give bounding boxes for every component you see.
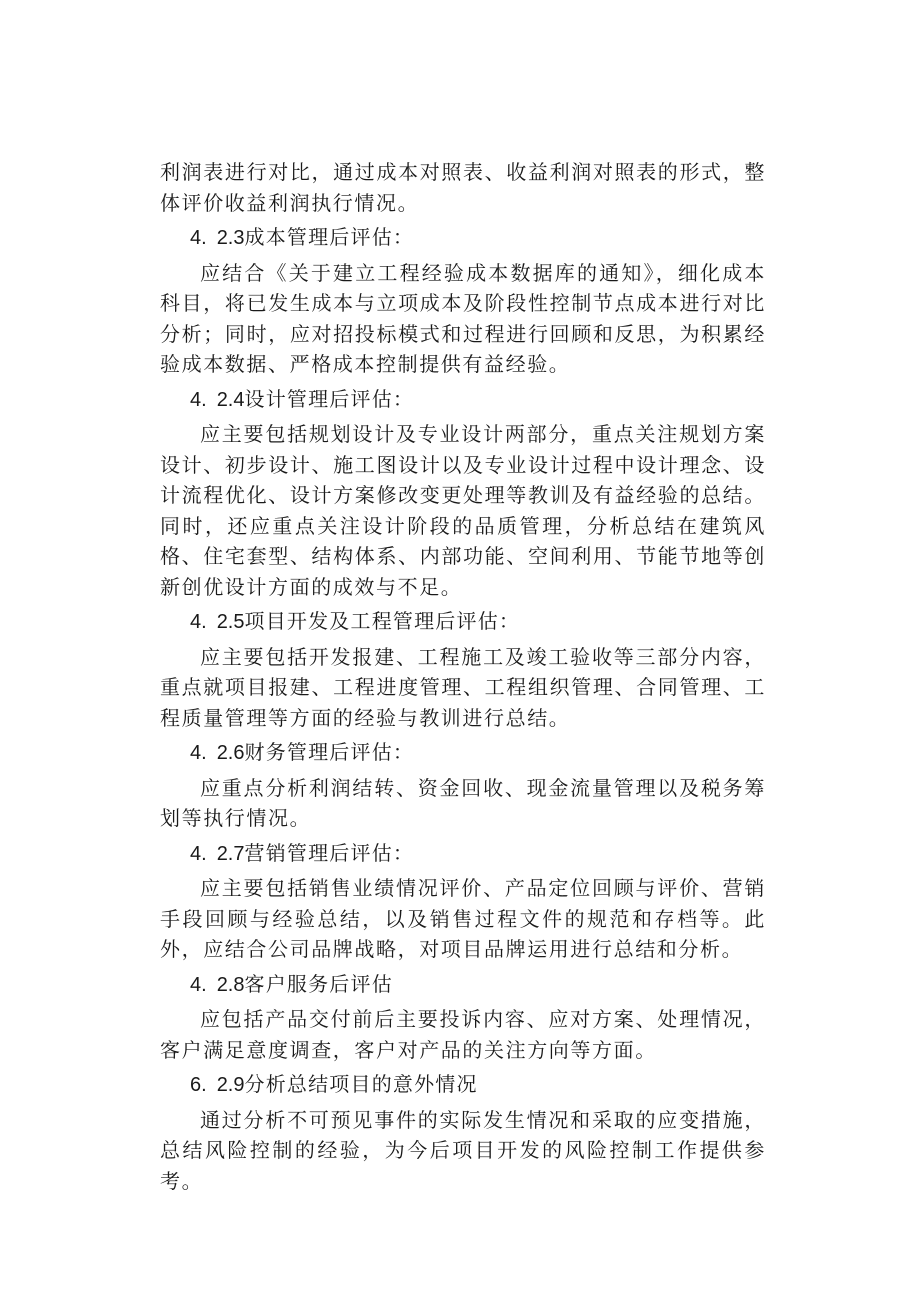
section-number: 2.8 <box>216 973 245 996</box>
section-title: 客户服务后评估 <box>244 971 393 996</box>
section-heading <box>160 606 766 638</box>
paragraph: 应主要包括规划设计及专业设计两部分，重点关注规划方案设计、初步设计、施工图设计以及专业设计过程中设计理念、设计流程优化、设计方案修改变更处理等教训及有益经验的总结。同时，还应重点关注设计阶段的品质管理，分析总结在建筑风格、住宅套型、结构体系、内部功能、空间利用、节能节地等创新创优设计方面的成效与不足。 <box>160 422 766 599</box>
section-title: 财务管理后评估： <box>244 740 415 764</box>
section-number: 2.6 <box>216 742 245 764</box>
section-heading <box>160 969 766 1001</box>
paragraph: 通过分析不可预见事件的实际发生情况和采取的应变措施，总结风险控制的经验，为今后项目开发的风险控制工作提供参考。 <box>160 1107 766 1193</box>
section-title: 成本管理后评估： <box>244 225 415 249</box>
section-prefix: 4. <box>190 227 207 249</box>
section-number: 2.3 <box>216 227 245 249</box>
section-number: 2.9 <box>216 1074 245 1096</box>
section-number: 2.5 <box>216 611 245 633</box>
section-prefix: 6. <box>190 1074 207 1096</box>
section-number: 2.4 <box>216 388 245 411</box>
section-heading <box>160 222 766 254</box>
section-heading <box>160 737 766 769</box>
paragraph: 应主要包括开发报建、工程施工及竣工验收等三部分内容，重点就项目报建、工程进度管理、工程组织管理、合同管理、工程质量管理等方面的经验与教训进行总结。 <box>160 644 766 730</box>
section-prefix: 4. <box>190 388 207 411</box>
paragraph: 应重点分析利润结转、资金回收、现金流量管理以及税务筹划等执行情况。 <box>160 775 766 830</box>
section-heading <box>160 1069 766 1101</box>
section-title: 营销管理后评估： <box>244 840 415 865</box>
section-title: 设计管理后评估： <box>244 386 415 411</box>
section-prefix: 4. <box>190 973 207 996</box>
section-number: 2.7 <box>216 842 245 865</box>
section-title: 项目开发及工程管理后评估： <box>244 609 521 633</box>
section-prefix: 4. <box>190 842 207 865</box>
paragraph: 应包括产品交付前后主要投诉内容、应对方案、处理情况，客户满足意度调查，客户对产品的关注方向等方面。 <box>160 1007 766 1062</box>
section-heading <box>160 384 766 416</box>
paragraph: 应主要包括销售业绩情况评价、产品定位回顾与评价、营销手段回顾与经验总结，以及销售过程文件的规范和存档等。此外，应结合公司品牌战略，对项目品牌运用进行总结和分析。 <box>160 876 766 961</box>
section-prefix: 4. <box>190 611 207 633</box>
paragraph: 应结合《关于建立工程经验成本数据库的通知》，细化成本科目，将已发生成本与立项成本及阶段性控制节点成本进行对比分析；同时，应对招投标模式和过程进行回顾和反思，为积累经验成本数据、严格成本控制提供有益经验。 <box>160 260 766 376</box>
section-title: 分析总结项目的意外情况 <box>244 1072 478 1096</box>
section-heading <box>160 838 766 870</box>
paragraph: 利润表进行对比，通过成本对照表、收益利润对照表的形式，整体评价收益利润执行情况。 <box>160 160 766 215</box>
document-page <box>160 157 766 1200</box>
section-prefix: 4. <box>190 742 207 764</box>
